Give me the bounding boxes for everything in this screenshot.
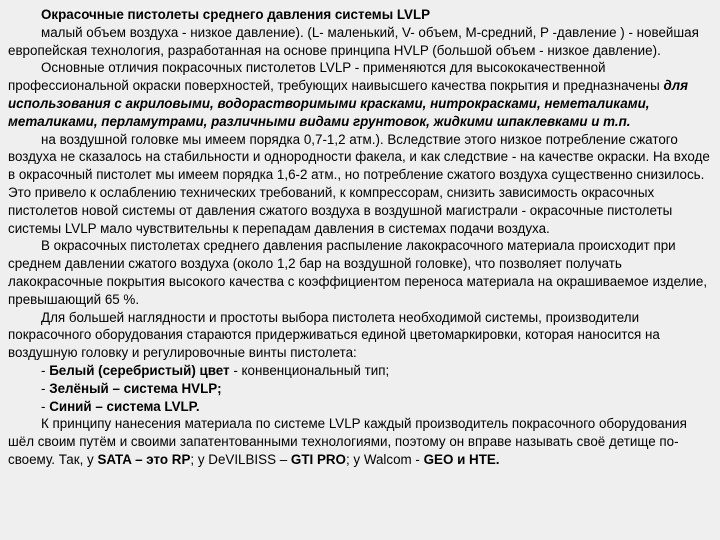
paragraph-main-differences-text: Основные отличия покрасочных пистолетов LVLP - применяются для высококачественной профессиональной окраски поверхностей, требующих наивысшего качества покрытия и предназначены [8,60,664,94]
paragraph-main-differences-bold: для использования с акриловыми, водорастворимыми красками, нитрокрасками, неметаликами, металиками, перламутрами, различными видами грунтовок, жидкими шпаклевками и т.п. [8,78,688,129]
paragraph-color-coding: Для большей наглядности и простоты выбора пистолета необходимой системы, производители покрасочного оборудования стараются придерживаться единой цветомаркировки, которая наносится на воздушную головку и регулировочные винты пистолета: [8,309,660,361]
paragraph-medium-pressure: В окрасочных пистолетах среднего давления распыление лакокрасочного материала происходит при среднем давлении сжатого воздуха (около 1,2 бар на воздушной головке), что позволяет получать лакокрасочные покрытия высокого качества с коэффициентом переноса материала на окрашиваемое изделие, превышающий 65 %. [8,238,708,307]
paragraph-manufacturers [8,415,712,468]
list-item [8,362,712,380]
list-item-bold: Белый (серебристый) цвет [49,362,230,378]
paragraph-main-differences [8,59,712,130]
manufacturers-bold-walcom: GEO и HTE. [423,451,500,467]
list-item [8,398,712,416]
manufacturers-text-1: К принципу нанесения материала по системе LVLP каждый производитель покрасочного оборудования шёл своим путём и своими запатентованными технологиями, поэтому он вправе называть своё детище по-своему. Так, у [8,416,687,467]
list-item-bold: Синий – система LVLP. [49,398,200,414]
list-item-bold: Зелёный – система HVLP; [49,380,222,396]
list-item-rest: - конвенциональный тип; [229,362,390,378]
list-item [8,380,712,398]
list-dash: - [41,398,50,414]
document-title: Окрасочные пистолеты среднего давления системы LVLP [41,7,431,22]
paragraph-lvlp-definition: малый объем воздуха - низкое давление). (L- маленький, V- объем, M-средний, P -давление ) - новейшая европейская технология, разработанная на основе принципа HVLP (большой объем - низкое давление). [8,24,699,58]
manufacturers-bold-sata: SATA – это RP [97,451,191,467]
manufacturers-bold-devilbiss: GTI PRO [290,451,346,467]
paragraph-air-pressure: на воздушной головке мы имеем порядка 0,7-1,2 атм.). Вследствие этого низкое потребление сжатого воздуха не сказалось на стабильности и однородности факела, и как следствие - на качестве окраски. На входе в окрасочный пистолет мы имеем порядка 1,6-2 атм., но потребление сжатого воздуха существенно снизилось. Это привело к ослаблению технических требований, к компрессорам, снизить зависимость окрасочных пистолетов новой системы от давления сжатого воздуха в воздушной магистрали - окрасочные пистолеты системы LVLP мало чувствительны к перепадам давления в системах подачи воздуха. [8,131,710,236]
manufacturers-text-2: ; у DeVILBISS – [190,451,291,467]
list-dash: - [41,362,50,378]
list-dash: - [41,380,50,396]
manufacturers-text-3: ; у Walcom - [345,451,424,467]
